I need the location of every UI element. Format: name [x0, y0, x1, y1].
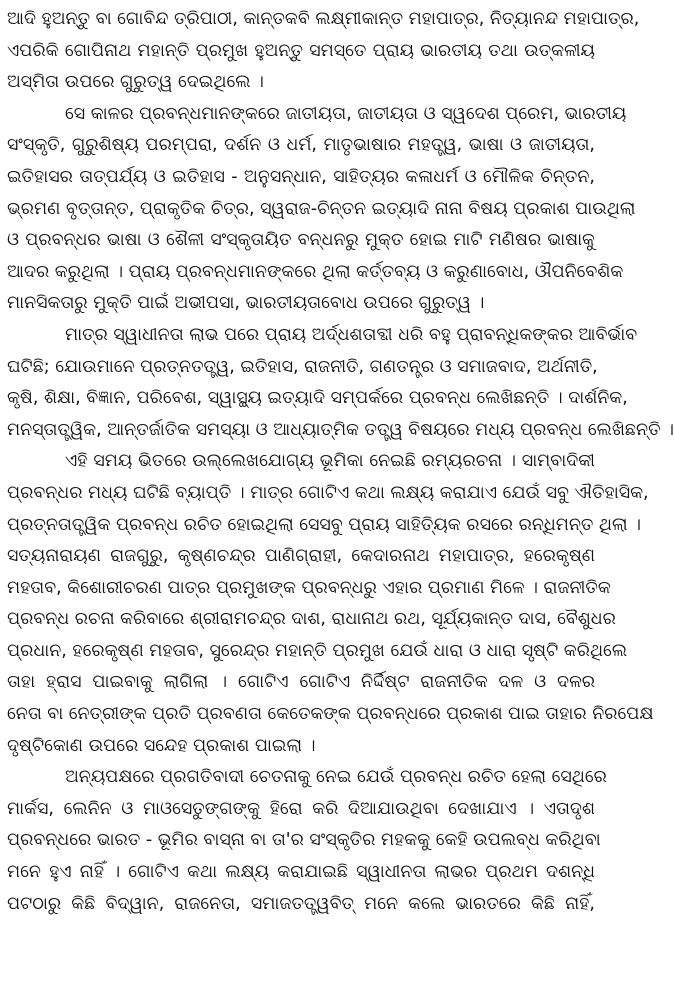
text-line: ପ୍ରଧାନ, ହରେକୃଷ୍ଣ ମହତାବ, ସୁରେନ୍ଦ୍ର ମହାନ୍ତି ପ୍ରମୁଖ ଯେଉଁ ଧାରା ଓ ଧାରା ସୃଷ୍ଟି କରିଥିଲେ	[7, 640, 628, 661]
paragraph-3	[7, 320, 674, 446]
paragraph-5	[7, 762, 607, 920]
paragraph-2	[7, 99, 636, 320]
text-line: ପ୍ରତ୍ନତାତ୍ତ୍ୱିକ ପ୍ରବନ୍ଧ ରଚିତ ହୋଇଥିଲା ସେସବୁ ପ୍ରାୟ ସାହିତ୍ୟିକ ରସରେ ରନ୍ଧିମନ୍ତ ଥିଲା ।	[7, 514, 641, 535]
text-line: ଅସ୍ମିତା ଉପରେ ଗୁରୁତ୍ୱ ଦେଇଥିଲେ ।	[7, 72, 264, 93]
text-line: ମନେ ହୁଏ ନାହିଁ । ଗୋଟିଏ କଥା ଲକ୍ଷ୍ୟ କରାଯାଇଛି ସ୍ୱାଧୀନତା ଲାଭର ପ୍ରଥମ ଦଶନ୍ଧି	[7, 862, 595, 883]
text-line: ମାତ୍ର ସ୍ୱାଧୀନତା ଲାଭ ପରେ ପ୍ରାୟ ଅର୍ଦ୍ଧଶତାବ୍ଦୀ ଧରି ବହୁ ପ୍ରାବନ୍ଧିକଙ୍କର ଆବିର୍ଭାବ	[65, 324, 638, 345]
document-page	[7, 4, 674, 920]
text-line: ମାନସିକତାରୁ ମୁକ୍ତି ପାଇଁ ଅଭୀପସା, ଭାରତୀୟତାବୋଧ ଉପରେ ଗୁରୁତ୍ୱ ।	[7, 293, 485, 314]
text-line: ସତ୍ୟନାରାୟଣ ରାଜଗୁରୁ, କୃଷ୍ଣଚନ୍ଦ୍ର ପାଣିଗ୍ରାହୀ, କେଦାରନାଥ ମହାପାତ୍ର, ହରେକୃଷ୍ଣ	[7, 546, 595, 567]
text-line: ପ୍ରବନ୍ଧ ରଚନା କରିବାରେ ଶ୍ରୀରାମଚନ୍ଦ୍ର ଦାଶ, ରାଧାନାଥ ରଥ, ସୂର୍ଯ୍ୟକାନ୍ତ ଦାସ, ବୈଶୁଧର	[7, 609, 616, 630]
text-line: ଭ୍ରମଣ ବୃତ୍ତାନ୍ତ, ପ୍ରାକୃତିକ ଚିତ୍ର, ସ୍ୱରାଜ-ଚିନ୍ତନ ଇତ୍ୟାଦି ନାନା ବିଷୟ ପ୍ରକାଶ ପାଉଥିଲା	[7, 198, 636, 219]
text-line: ମନସ୍ତାତ୍ତ୍ୱିକ, ଆନ୍ତର୍ଜାତିକ ସମସ୍ୟା ଓ ଆଧ୍ୟାତ୍ମିକ ତତ୍ତ୍ୱ ବିଷୟରେ ମଧ୍ୟ ପ୍ରବନ୍ଧ ଲେଖିଛନ୍ତି ।	[7, 419, 674, 440]
text-line: ଏପରିକି ଗୋପିନାଥ ମହାନ୍ତି ପ୍ରମୁଖ ହୁଅନ୍ତୁ ସମସ୍ତେ ପ୍ରାୟ ଭାରତୀୟ ତଥା ଉତ୍କଳୀୟ	[7, 40, 595, 61]
text-line: ଅନ୍ୟପକ୍ଷରେ ପ୍ରଗତିବାଦୀ ଚେତନାକୁ ନେଇ ଯେଉଁ ପ୍ରବନ୍ଧ ରଚିତ ହେଲା ସେଥିରେ	[65, 767, 607, 788]
text-line: ଆଦି ହୁଅନ୍ତୁ ବା ଗୋବିନ୍ଦ ତ୍ରିପାଠୀ, କାନ୍ତକବି ଲକ୍ଷ୍ମୀକାନ୍ତ ମହାପାତ୍ର, ନିତ୍ୟାନନ୍ଦ ମହାପାତ୍ର,	[7, 9, 640, 29]
text-line: ପ୍ରବନ୍ଧର ମଧ୍ୟ ଘଟିଛି ବ୍ୟାପ୍ତି । ମାତ୍ର ଗୋଟିଏ କଥା ଲକ୍ଷ୍ୟ କରାଯାଏ ଯେଉଁ ସବୁ ଐତିହାସିକ,	[7, 482, 649, 503]
text-line: ପଟଠାରୁ କିଛି ବିଦ୍ୱାନ, ରାଜନେତା, ସମାଜତତ୍ତ୍ୱବିତ୍ ମନେ କଲେ ଭାରତରେ କିଛି ନାହିଁ,	[7, 893, 595, 914]
text-line: କୃଷି, ଶିକ୍ଷା, ବିଜ୍ଞାନ, ପରିବେଶ, ସ୍ୱାସ୍ଥ୍ୟ ଇତ୍ୟାଦି ସମ୍ପର୍କରେ ପ୍ରବନ୍ଧ ଲେଖିଛନ୍ତି । ଦାର୍ଶନିକ,	[7, 388, 628, 409]
text-line: ଏହି ସମୟ ଭିତରେ ଉଲ୍ଲେଖଯୋଗ୍ୟ ଭୂମିକା ନେଇଛି ରମ୍ୟରଚନା । ସାମ୍ବାଦିକୀ	[65, 451, 595, 472]
text-line: ତାହା ହ୍ରାସ ପାଇବାକୁ ଲାଗିଲା । ଗୋଟିଏ ଗୋଟିଏ ନିର୍ଦ୍ଦିଷ୍ଟ ରାଜନୀତିକ ଦଳ ଓ ଦଳର	[7, 672, 595, 693]
text-line: ଦୃଷ୍ଟିକୋଣ ଉପରେ ସନ୍ଦେହ ପ୍ରକାଶ ପାଇଲା ।	[7, 735, 316, 756]
text-line: ମହତାବ, କିଶୋରୀଚରଣ ପାତ୍ର ପ୍ରମୁଖଙ୍କ ପ୍ରବନ୍ଧରୁ ଏହାର ପ୍ରମାଣ ମିଳେ । ରାଜନୀତିକ	[7, 577, 611, 598]
text-line: ସେ କାଳର ପ୍ରବନ୍ଧମାନଙ୍କରେ ଜାତୀୟତା, ଜାତୀୟତା ଓ ସ୍ୱଦେଶ ପ୍ରେମ, ଭାରତୀୟ	[65, 103, 627, 124]
text-line: ଘଟିଛି; ଯୋଉମାନେ ପ୍ରତ୍ନତତ୍ତ୍ୱ, ଇତିହାସ, ରାଜନୀତି, ଗଣତନ୍ତ୍ର ଓ ସମାଜବାଦ, ଅର୍ଥନୀତି,	[7, 356, 598, 377]
text-line: ଇତିହାସର ତାତ୍ପର୍ଯ୍ୟ ଓ ଇତିହାସ - ଅନୁସନ୍ଧାନ, ସାହିତ୍ୟର କଳାଧର୍ମ ଓ ମୌଳିକ ଚିନ୍ତନ,	[7, 166, 595, 187]
text-line: ପ୍ରବନ୍ଧରେ ଭାରତ - ଭୂମିର ବାସ୍ନା ବା ତା'ର ସଂସ୍କୃତିର ମହକକୁ କେହି ଉପଲବ୍ଧ କରିଥିବା	[7, 830, 601, 851]
paragraph-4	[7, 446, 654, 762]
paragraph-1	[7, 4, 640, 99]
text-line: ଓ ପ୍ରବନ୍ଧର ଭାଷା ଓ ଶୈଳୀ ସଂସ୍କୃତାୟିତ ବନ୍ଧନରୁ ମୁକ୍ତ ହୋଇ ମାଟି ମଣିଷର ଭାଷାକୁ	[7, 230, 595, 251]
text-line: ନେତା ବା ନେତ୍ରୀଙ୍କ ପ୍ରତି ପ୍ରବଣତା କେତେକଙ୍କ ପ୍ରବନ୍ଧରେ ପ୍ରକାଶ ପାଇ ତାହାର ନିରପେକ୍ଷ	[7, 704, 654, 725]
text-line: ମାର୍କସ, ଲେନିନ ଓ ମାଓସେତୁଙ୍ଗଙ୍କୁ ହିରୋ କରି ଦିଆଯାଉଥିବା ଦେଖାଯାଏ । ଏତାଦୃଶ	[7, 798, 595, 819]
text-line: ସଂସ୍କୃତି, ଗୁରୁଶିଷ୍ୟ ପରମ୍ପରା, ଦର୍ଶନ ଓ ଧର୍ମ, ମାତୃଭାଷାର ମହତ୍ତ୍ୱ, ଭାଷା ଓ ଜାତୀୟତା,	[7, 135, 595, 156]
text-line: ଆଦର କରୁଥିଲା । ପ୍ରାୟ ପ୍ରବନ୍ଧମାନଙ୍କରେ ଥିଲା କର୍ତ୍ତବ୍ୟ ଓ କରୁଣାବୋଧ, ଔପନିବେଶିକ	[7, 261, 624, 282]
